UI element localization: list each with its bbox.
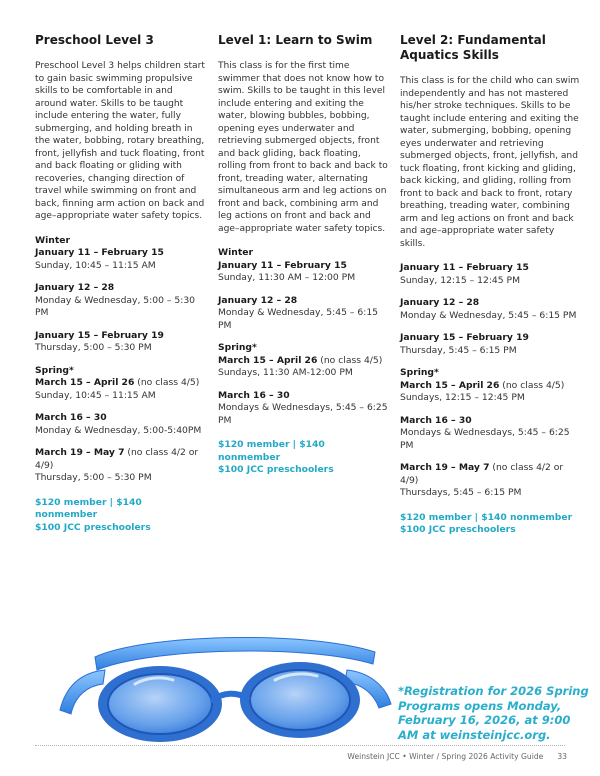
session-time: Mondays & Wednesdays, 5:45 – 6:25 PM	[400, 427, 570, 451]
class-session	[218, 355, 390, 380]
page-number: 33	[557, 752, 567, 761]
session-time: Monday & Wednesday, 5:00-5:40PM	[35, 424, 202, 436]
season-label: Spring*	[218, 342, 257, 353]
program-column	[35, 33, 207, 534]
session-time: Sunday, 11:30 AM – 12:00 PM	[218, 272, 356, 283]
class-session	[35, 412, 207, 437]
season-label: Spring*	[35, 364, 74, 376]
footer-text: Weinstein JCC • Winter / Spring 2026 Activity Guide	[347, 752, 544, 761]
session-time: Sunday, 10:45 – 11:15 AM	[35, 389, 156, 401]
swim-goggles-image	[55, 612, 395, 747]
session-time: Sunday, 10:45 – 11:15 AM	[35, 259, 156, 271]
price-member: $120 member | $140 nonmember	[400, 511, 573, 523]
session-note: (no class 4/5)	[499, 379, 565, 391]
session-note: (no class 4/5)	[317, 354, 383, 366]
session-dates: January 12 – 28	[400, 297, 480, 308]
class-session	[35, 282, 207, 320]
session-time: Monday & Wednesday, 5:45 – 6:15 PM	[218, 307, 379, 331]
session-dates: March 16 – 30	[218, 389, 290, 401]
session-dates: March 15 – April 26	[400, 379, 500, 391]
class-session	[218, 260, 390, 285]
price-info	[400, 512, 580, 537]
price-member: $120 member | $140 nonmember	[218, 439, 325, 463]
price-preschooler: $100 JCC preschoolers	[218, 464, 334, 475]
program-title: Level 2: Fundamental Aquatics Skills	[400, 33, 546, 62]
program-description: This class is for the first time swimmer that does not know how to swim. Skills to be taught in this level include entering and exiting the water, blowing bubbles, bobbing, opening eyes underwater and retrieving submerged objects, front and back gliding, back floating, rolling from front to back and back to front, treading water, alternating simultaneous arm and leg actions on front and back, combining arm and leg actions on front and back and age–appropriate water safety topics.	[218, 61, 388, 234]
session-time: Monday & Wednesday, 5:00 – 5:30 PM	[35, 294, 196, 318]
class-session	[35, 377, 207, 402]
class-session	[218, 390, 390, 428]
registration-note: *Registration for 2026 Spring Programs opens Monday, February 16, 2026, at 9:00 AM at weinsteinjcc.org.	[398, 684, 589, 742]
session-time: Monday & Wednesday, 5:45 – 6:15 PM	[400, 309, 577, 321]
session-dates: January 11 – February 15	[35, 247, 164, 258]
session-time: Thursday, 5:00 – 5:30 PM	[35, 472, 152, 483]
session-time: Sundays, 11:30 AM-12:00 PM	[218, 367, 353, 378]
session-time: Thursday, 5:00 – 5:30 PM	[35, 342, 152, 353]
price-info	[218, 439, 390, 477]
program-title: Level 1: Learn to Swim	[218, 33, 373, 47]
price-preschooler: $100 JCC preschoolers	[35, 521, 151, 533]
class-session	[35, 330, 207, 355]
session-time: Sundays, 12:15 – 12:45 PM	[400, 392, 525, 403]
session-dates: March 19 – May 7	[400, 462, 490, 473]
class-session	[35, 247, 207, 272]
season-label: Winter	[218, 247, 253, 258]
session-time: Mondays & Wednesdays, 5:45 – 6:25 PM	[218, 402, 388, 426]
session-dates: March 16 – 30	[35, 412, 107, 423]
session-dates: January 12 – 28	[35, 282, 115, 293]
session-dates: March 19 – May 7	[35, 447, 125, 458]
footer-divider	[35, 745, 565, 746]
session-dates: January 12 – 28	[218, 294, 298, 306]
session-dates: January 15 – February 19	[35, 329, 164, 341]
session-note: (no class 4/2 or 4/9)	[400, 462, 564, 486]
class-session	[400, 462, 580, 500]
session-dates: March 16 – 30	[400, 414, 472, 426]
class-session	[400, 297, 580, 322]
program-description: Preschool Level 3 helps children start to gain basic swimming propulsive skills to be comfortable in and around water. Skills to be taught include entering the water, fully submerging, and holding breath in the water, bobbing, rotary breathing, front, jellyfish and tuck floating, front and back floating or gliding with recoveries, changing direction of travel while swimming on front and back, finning arm action on back and age–appropriate water safety topics.	[35, 61, 205, 221]
price-info	[35, 497, 207, 535]
session-dates: January 15 – February 19	[400, 332, 529, 343]
season-label: Spring*	[400, 367, 439, 378]
class-session	[400, 415, 580, 453]
program-column	[400, 33, 580, 537]
price-member: $120 member | $140 nonmember	[35, 496, 142, 520]
class-session	[400, 262, 580, 287]
program-title: Preschool Level 3	[35, 33, 154, 47]
session-dates: January 11 – February 15	[400, 262, 529, 273]
class-session	[218, 295, 390, 333]
session-dates: March 15 – April 26	[35, 377, 135, 388]
session-note: (no class 4/5)	[134, 377, 200, 388]
session-time: Thursday, 5:45 – 6:15 PM	[400, 344, 517, 356]
session-dates: March 15 – April 26	[218, 354, 318, 366]
session-note: (no class 4/2 or 4/9)	[35, 447, 199, 471]
session-dates: January 11 – February 15	[218, 259, 347, 271]
price-preschooler: $100 JCC preschoolers	[400, 524, 516, 535]
program-description: This class is for the child who can swim independently and has not mastered his/her stroke techniques. Skills to be taught include entering and exiting the water, submerging, bobbing, opening eyes underwater and retrieving submerged objects, front, jellyfish, and tuck floating, front kicking and gliding, back kicking, and gliding, rolling from front to back and back to front, rotary breathing, treading water, combining arm and leg actions on front and back and age–appropriate water safety skills.	[400, 76, 580, 249]
class-session	[35, 447, 207, 485]
session-time: Thursdays, 5:45 – 6:15 PM	[400, 487, 522, 498]
class-session	[400, 332, 580, 357]
program-column	[218, 33, 390, 477]
season-label: Winter	[35, 234, 70, 246]
page-footer	[347, 752, 567, 761]
session-time: Sunday, 12:15 – 12:45 PM	[400, 274, 520, 286]
class-session	[400, 380, 580, 405]
